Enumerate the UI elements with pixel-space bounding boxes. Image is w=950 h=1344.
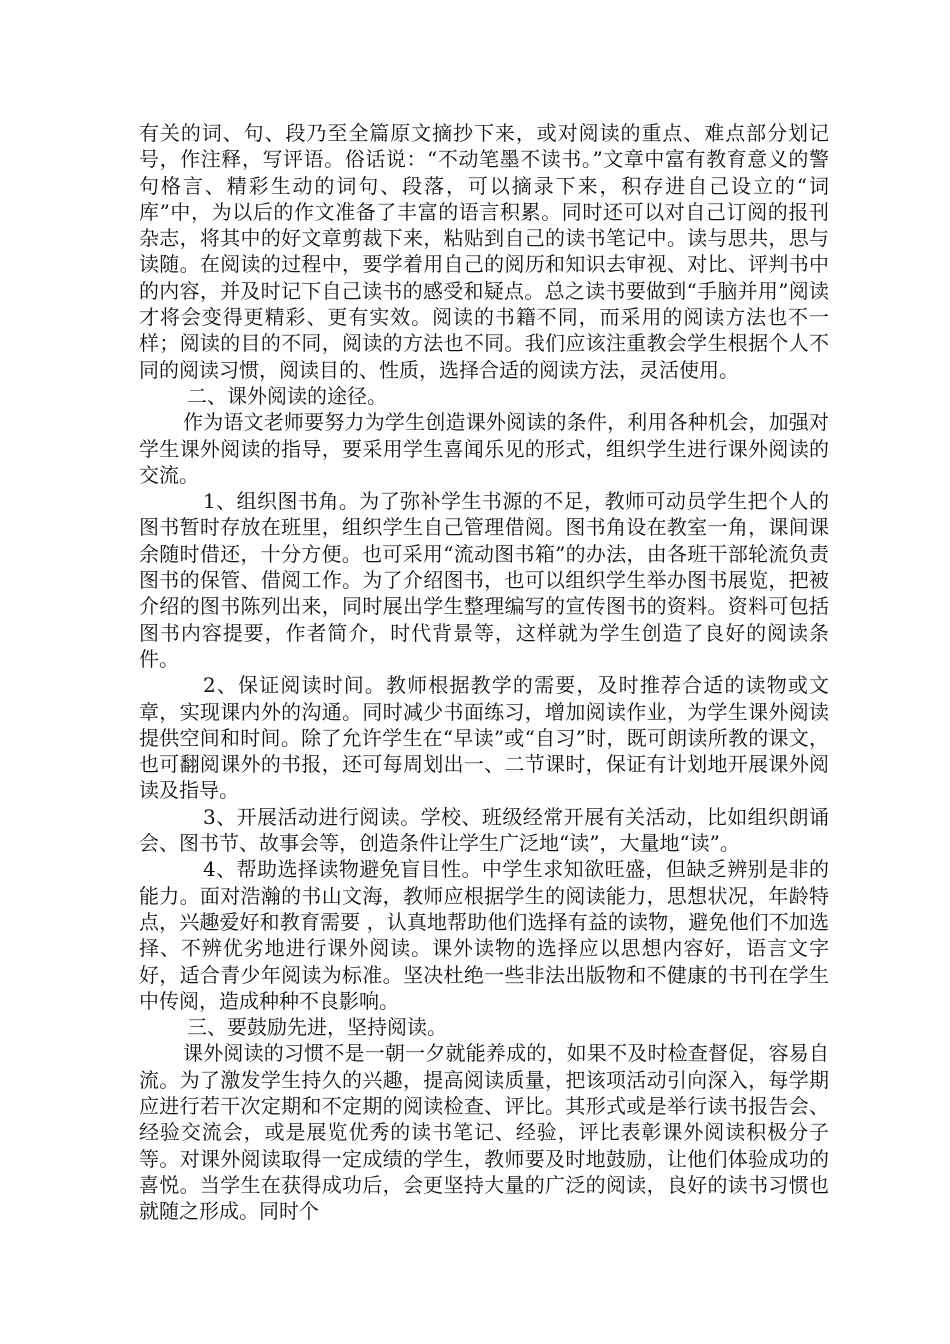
paragraph-intro-2: 作为语文老师要努力为学生创造课外阅读的条件，利用各种机会，加强对学生课外阅读的指导，要采用学生喜闻乐见的形式，组织学生进行课外阅读的交流。 [139,410,829,487]
list-item-1: 1、组织图书角。为了弥补学生书源的不足，教师可动员学生把个人的图书暂时存放在班里，组织学生自己管理借阅。图书角设在教室一角，课间课余随时借还，十分方便。也可采用“流动图书箱”的办法，由各班干部轮流负责图书的保管、借阅工作。为了介绍图书，也可以组织学生举办图书展览，把被介绍的图书陈列出来，同时展出学生整理编写的宣传图书的资料。资料可包括图书内容提要，作者简介，时代背景等，这样就为学生创造了良好的阅读条件。 [139,489,829,671]
section-heading-2: 二、课外阅读的途径。 [187,383,387,408]
list-item-4: 4、帮助选择读物避免盲目性。中学生求知欲旺盛，但缺乏辨别是非的能力。面对浩瀚的书山文海，教师应根据学生的阅读能力，思想状况，年龄特点，兴趣爱好和教育需要 ，认真地帮助他们选择有益的读物，避免他们不加选择、不辨优劣地进行课外阅读。课外读物的选择应以思想内容好，语言文字好，适合青少年阅读为标准。坚决杜绝一些非法出版物和不健康的书刊在学生中传阅，造成种种不良影响。 [139,857,829,1013]
list-item-3: 3、开展活动进行阅读。学校、班级经常开展有关活动，比如组织朗诵会、图书节、故事会等，创造条件让学生广泛地“读”，大量地“读”。 [139,804,829,856]
paragraph-continuation: 有关的词、句、段乃至全篇原文摘抄下来，或对阅读的重点、难点部分划记号，作注释，写评语。俗话说：“不动笔墨不读书。”文章中富有教育意义的警句格言、精彩生动的词句、段落，可以摘录下来，积存进自己设立的“词库”中，为以后的作文准备了丰富的语言积累。同时还可以对自己订阅的报刊杂志，将其中的好文章剪裁下来，粘贴到自己的读书笔记中。读与思共，思与读随。在阅读的过程中，要学着用自己的阅历和知识去审视、对比、评判书中的内容，并及时记下自己读书的感受和疑点。总之读书要做到“手脑并用”阅读才将会变得更精彩、更有实效。阅读的书籍不同，而采用的阅读方法也不一样；阅读的目的不同，阅读的方法也不同。我们应该注重教会学生根据个人不同的阅读习惯，阅读目的、性质，选择合适的阅读方法，灵活使用。 [139,121,829,382]
section-heading-3: 三、要鼓励先进，坚持阅读。 [187,1015,447,1040]
paragraph-body-3: 课外阅读的习惯不是一朝一夕就能养成的，如果不及时检查督促，容易自流。为了激发学生持久的兴趣，提高阅读质量，把该项活动引向深入，每学期应进行若干次定期和不定期的阅读检查、评比。其形式或是举行读书报告会、经验交流会，或是展览优秀的读书笔记、经验，评比表彰课外阅读积极分子等。对课外阅读取得一定成绩的学生，教师要及时地鼓励，让他们体验成功的喜悦。当学生在获得成功后，会更坚持大量的广泛的阅读，良好的读书习惯也就随之形成。同时个 [139,1041,829,1224]
document-body [139,120,829,1224]
list-item-2: 2、保证阅读时间。教师根据教学的需要，及时推荐合适的读物或文章，实现课内外的沟通。同时减少书面练习，增加阅读作业，为学生课外阅读提供空间和时间。除了允许学生在“早读”或“自习”时，既可朗读所教的课文，也可翻阅课外的书报，还可每周划出一、二节课时，保证有计划地开展课外阅读及指导。 [139,673,829,803]
